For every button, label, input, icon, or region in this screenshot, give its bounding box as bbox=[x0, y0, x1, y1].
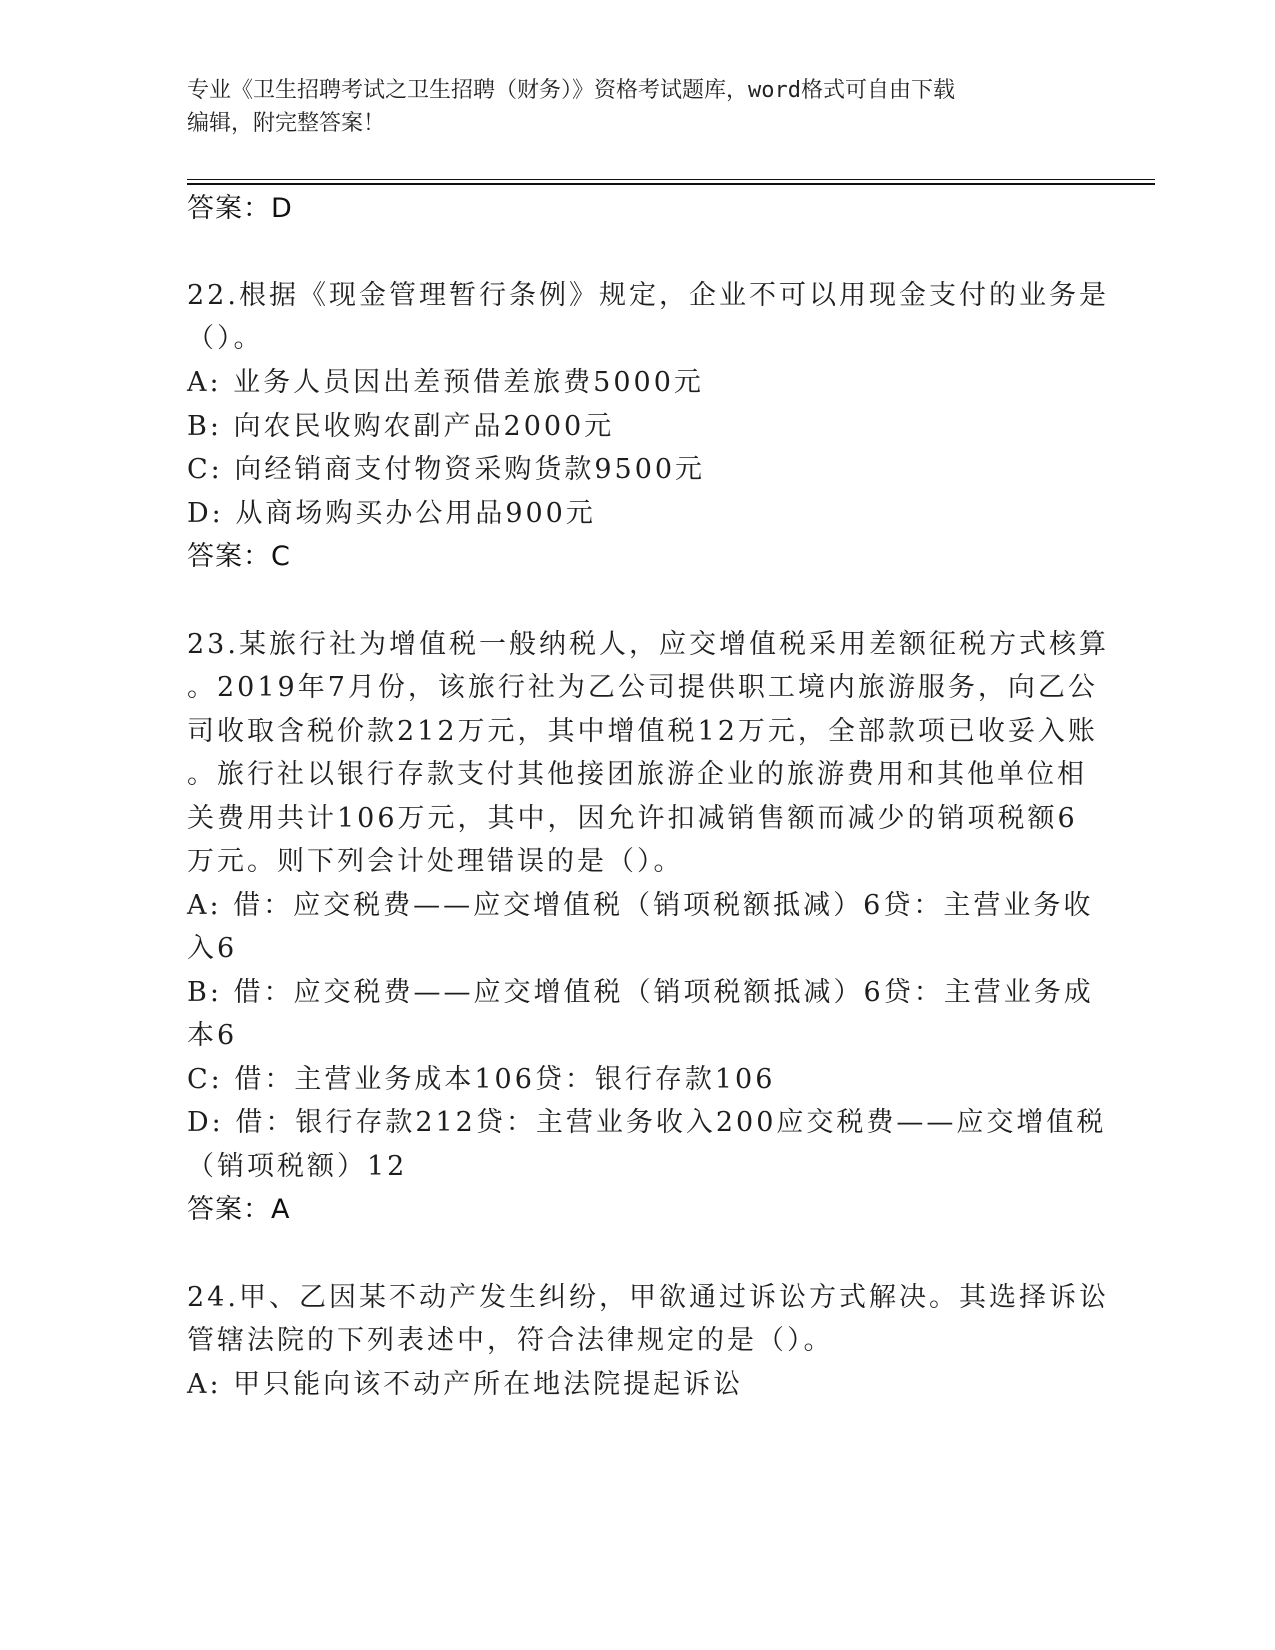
q23-stem-line-2: 。2019年7月份，该旅行社为乙公司提供职工境内旅游服务，向乙公 bbox=[187, 672, 1098, 703]
q23-option-c: C: 借：主营业务成本106贷：银行存款106 bbox=[187, 1064, 776, 1095]
q24-stem-line-2: 管辖法院的下列表述中，符合法律规定的是（）。 bbox=[187, 1325, 834, 1356]
header-line-2: 编辑，附完整答案！ bbox=[187, 111, 386, 136]
q22-answer: 答案：C bbox=[187, 541, 291, 572]
q23-answer: 答案：A bbox=[187, 1194, 291, 1225]
q23-stem-line-6: 万元。则下列会计处理错误的是（）。 bbox=[187, 846, 684, 877]
q23-option-a-cont: 入6 bbox=[187, 933, 238, 964]
q23-stem-line-4: 。旅行社以银行存款支付其他接团旅游企业的旅游费用和其他单位相 bbox=[187, 759, 1087, 790]
q23-option-d: D: 借：银行存款212贷：主营业务收入200应交税费——应交增值税 bbox=[187, 1107, 1107, 1138]
document-header bbox=[187, 74, 1087, 140]
q23-stem-line-1: 23.某旅行社为增值税一般纳税人，应交增值税采用差额征税方式核算 bbox=[187, 629, 1109, 660]
q24-option-a: A: 甲只能向该不动产所在地法院提起诉讼 bbox=[187, 1369, 744, 1400]
header-line-1: 专业《卫生招聘考试之卫生招聘（财务）》资格考试题库，word格式可自由下载 bbox=[187, 78, 955, 103]
q23-option-b-cont: 本6 bbox=[187, 1020, 238, 1051]
header-rule-thin bbox=[187, 179, 1155, 180]
q23-option-d-cont: （销项税额）12 bbox=[187, 1151, 408, 1182]
q23-stem-line-3: 司收取含税价款212万元，其中增值税12万元，全部款项已收妥入账 bbox=[187, 716, 1098, 747]
header-rule-thick bbox=[187, 183, 1155, 185]
q23-option-a: A: 借：应交税费——应交增值税（销项税额抵减）6贷：主营业务收 bbox=[187, 890, 1094, 921]
q22-option-d: D: 从商场购买办公用品900元 bbox=[187, 498, 596, 529]
q22-option-b: B: 向农民收购农副产品2000元 bbox=[187, 411, 615, 442]
q23-stem-line-5: 关费用共计106万元，其中，因允许扣减销售额而减少的销项税额6 bbox=[187, 803, 1078, 834]
q23-option-b: B: 借：应交税费——应交增值税（销项税额抵减）6贷：主营业务成 bbox=[187, 977, 1094, 1008]
previous-answer: 答案：D bbox=[187, 193, 293, 224]
q22-stem-line-1: 22.根据《现金管理暂行条例》规定，企业不可以用现金支付的业务是 bbox=[187, 280, 1109, 311]
q22-stem-line-2: （）。 bbox=[187, 323, 264, 354]
q22-option-a: A: 业务人员因出差预借差旅费5000元 bbox=[187, 367, 704, 398]
q24-stem-line-1: 24.甲、乙因某不动产发生纠纷，甲欲通过诉讼方式解决。其选择诉讼 bbox=[187, 1282, 1109, 1313]
q22-option-c: C: 向经销商支付物资采购货款9500元 bbox=[187, 454, 706, 485]
